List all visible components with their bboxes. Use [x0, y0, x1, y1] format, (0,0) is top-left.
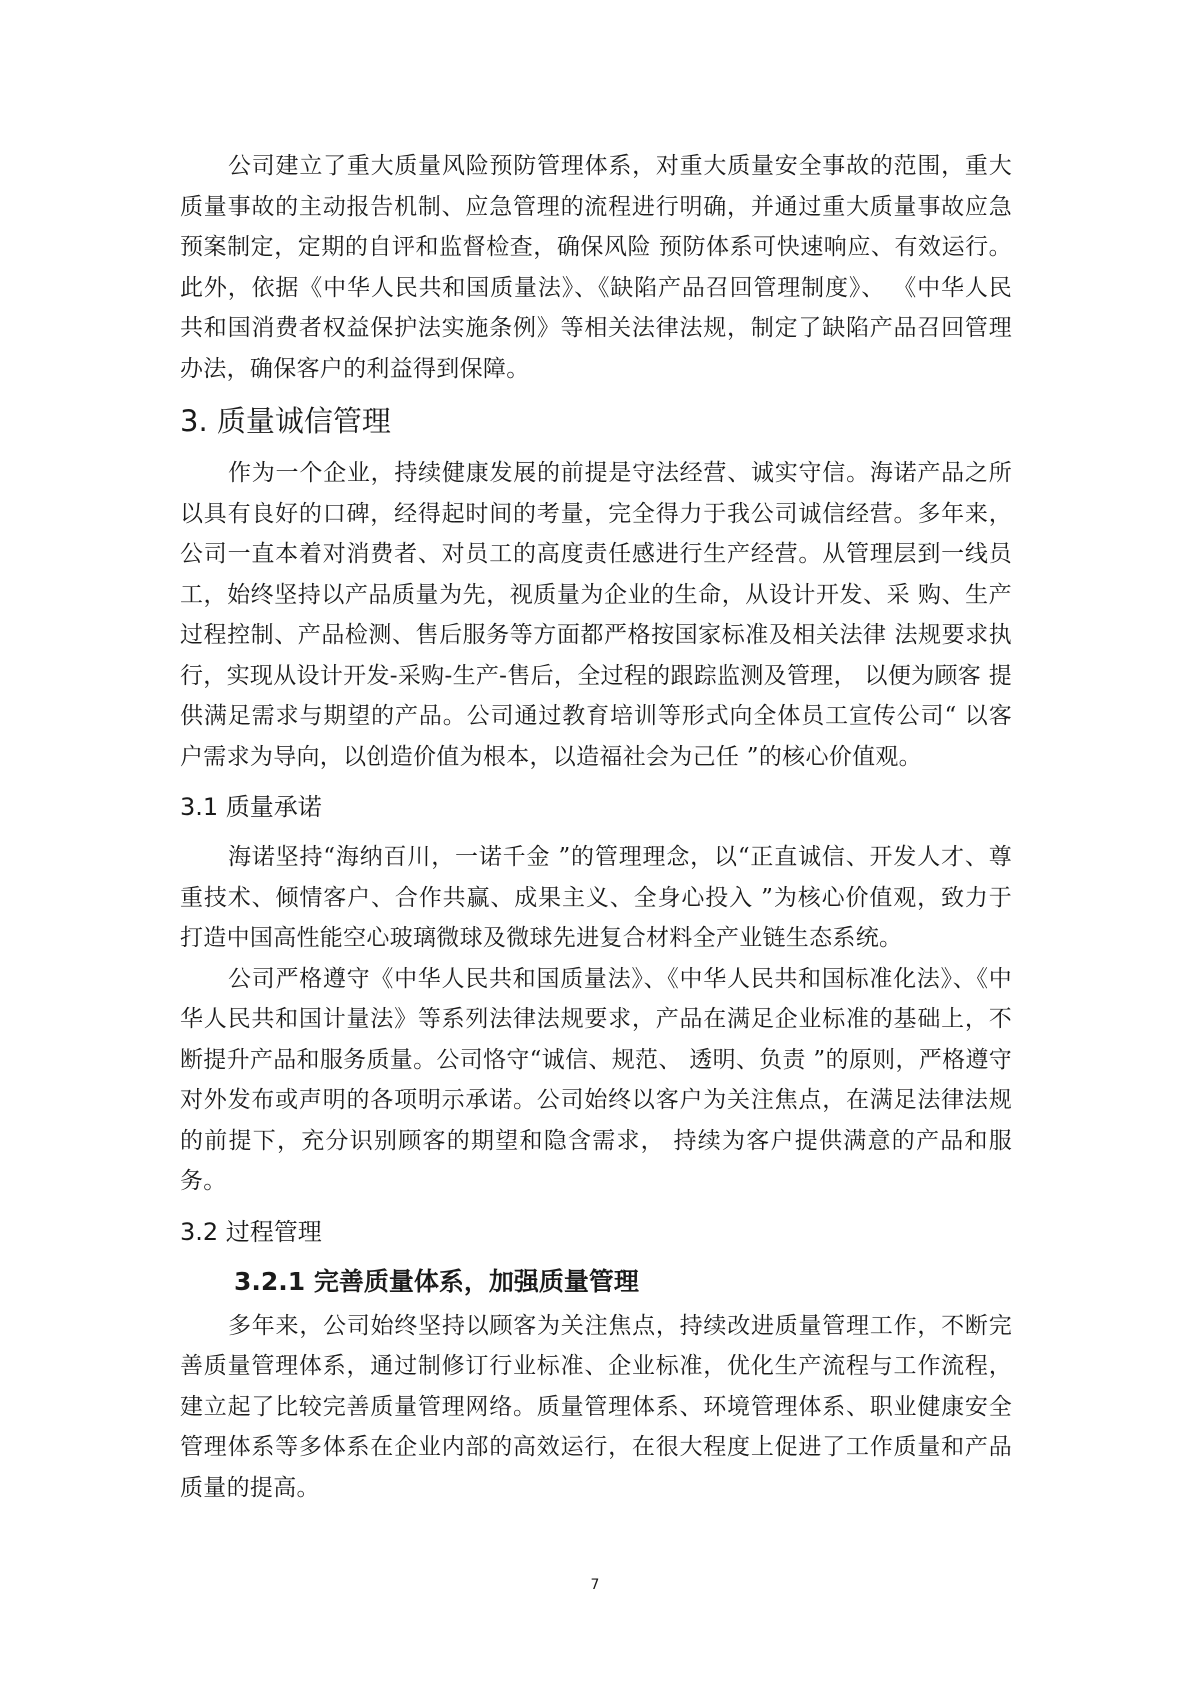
paragraph-commitment-compliance: 公司严格遵守《中华人民共和国质量法》、《中华人民共和国标准化法》、《中华人民共和国计量法》等系列法律法规要求，产品在满足企业标准的基础上，不断提升产品和服务质量。公司恪守“诚信、规范、 透明、负责 ”的原则，严格遵守对外发布或声明的各项明示承诺。公司始终以客户为关注焦点，在满足法律法规的前提下，充分识别顾客的期望和隐含需求， 持续为客户提供满意的产品和服务。 [180, 965, 1012, 1194]
section-heading-quality-system: 3.2.1 完善质量体系，加强质量管理 [234, 1266, 639, 1296]
paragraph-risk-prevention: 公司建立了重大质量风险预防管理体系，对重大质量安全事故的范围，重大质量事故的主动报告机制、应急管理的流程进行明确，并通过重大质量事故应急预案制定，定期的自评和监督检查，确保风险 预防体系可快速响应、有效运行。此外，依据《中华人民共和国质量法》、《缺陷产品召回管理制度》、 《中华人民共和国消费者权益保护法实施条例》等相关法律法规，制定了缺陷产品召回管理办法，确保客户的利益得到保障。 [180, 153, 1012, 382]
paragraph-commitment-philosophy: 海诺坚持“海纳百川，一诺千金 ”的管理理念，以“正直诚信、开发人才、尊重技术、倾情客户、合作共赢、成果主义、全身心投入 ”为核心价值观，致力于打造中国高性能空心玻璃微球及微球先进复合材料全产业链生态系统。 [180, 844, 1012, 951]
paragraph-quality-integrity: 作为一个企业，持续健康发展的前提是守法经营、诚实守信。海诺产品之所以具有良好的口碑，经得起时间的考量，完全得力于我公司诚信经营。多年来，公司一直本着对消费者、对员工的高度责任感进行生产经营。从管理层到一线员工，始终坚持以产品质量为先，视质量为企业的生命，从设计开发、采 购、生产过程控制、产品检测、售后服务等方面都严格按国家标准及相关法律 法规要求执行，实现从设计开发-采购-生产-售后，全过程的跟踪监测及管理， 以便为顾客 提供满足需求与期望的产品。公司通过教育培训等形式向全体员工宣传公司“ 以客户需求为导向，以创造价值为根本，以造福社会为己任 ”的核心价值观。 [180, 460, 1012, 770]
paragraph-quality-system: 多年来，公司始终坚持以顾客为关注焦点，持续改进质量管理工作，不断完善质量管理体系，通过制修订行业标准、企业标准，优化生产流程与工作流程，建立起了比较完善质量管理网络。质量管理体系、环境管理体系、职业健康安全管理体系等多体系在企业内部的高效运行，在很大程度上促进了工作质量和产品质量的提高。 [180, 1312, 1012, 1501]
section-heading-quality-integrity: 3. 质量诚信管理 [180, 404, 391, 438]
section-heading-process-management: 3.2 过程管理 [180, 1217, 322, 1246]
section-heading-quality-commitment: 3.1 质量承诺 [180, 793, 322, 821]
page-number: 7 [590, 1577, 600, 1593]
document-body [180, 146, 1012, 1508]
